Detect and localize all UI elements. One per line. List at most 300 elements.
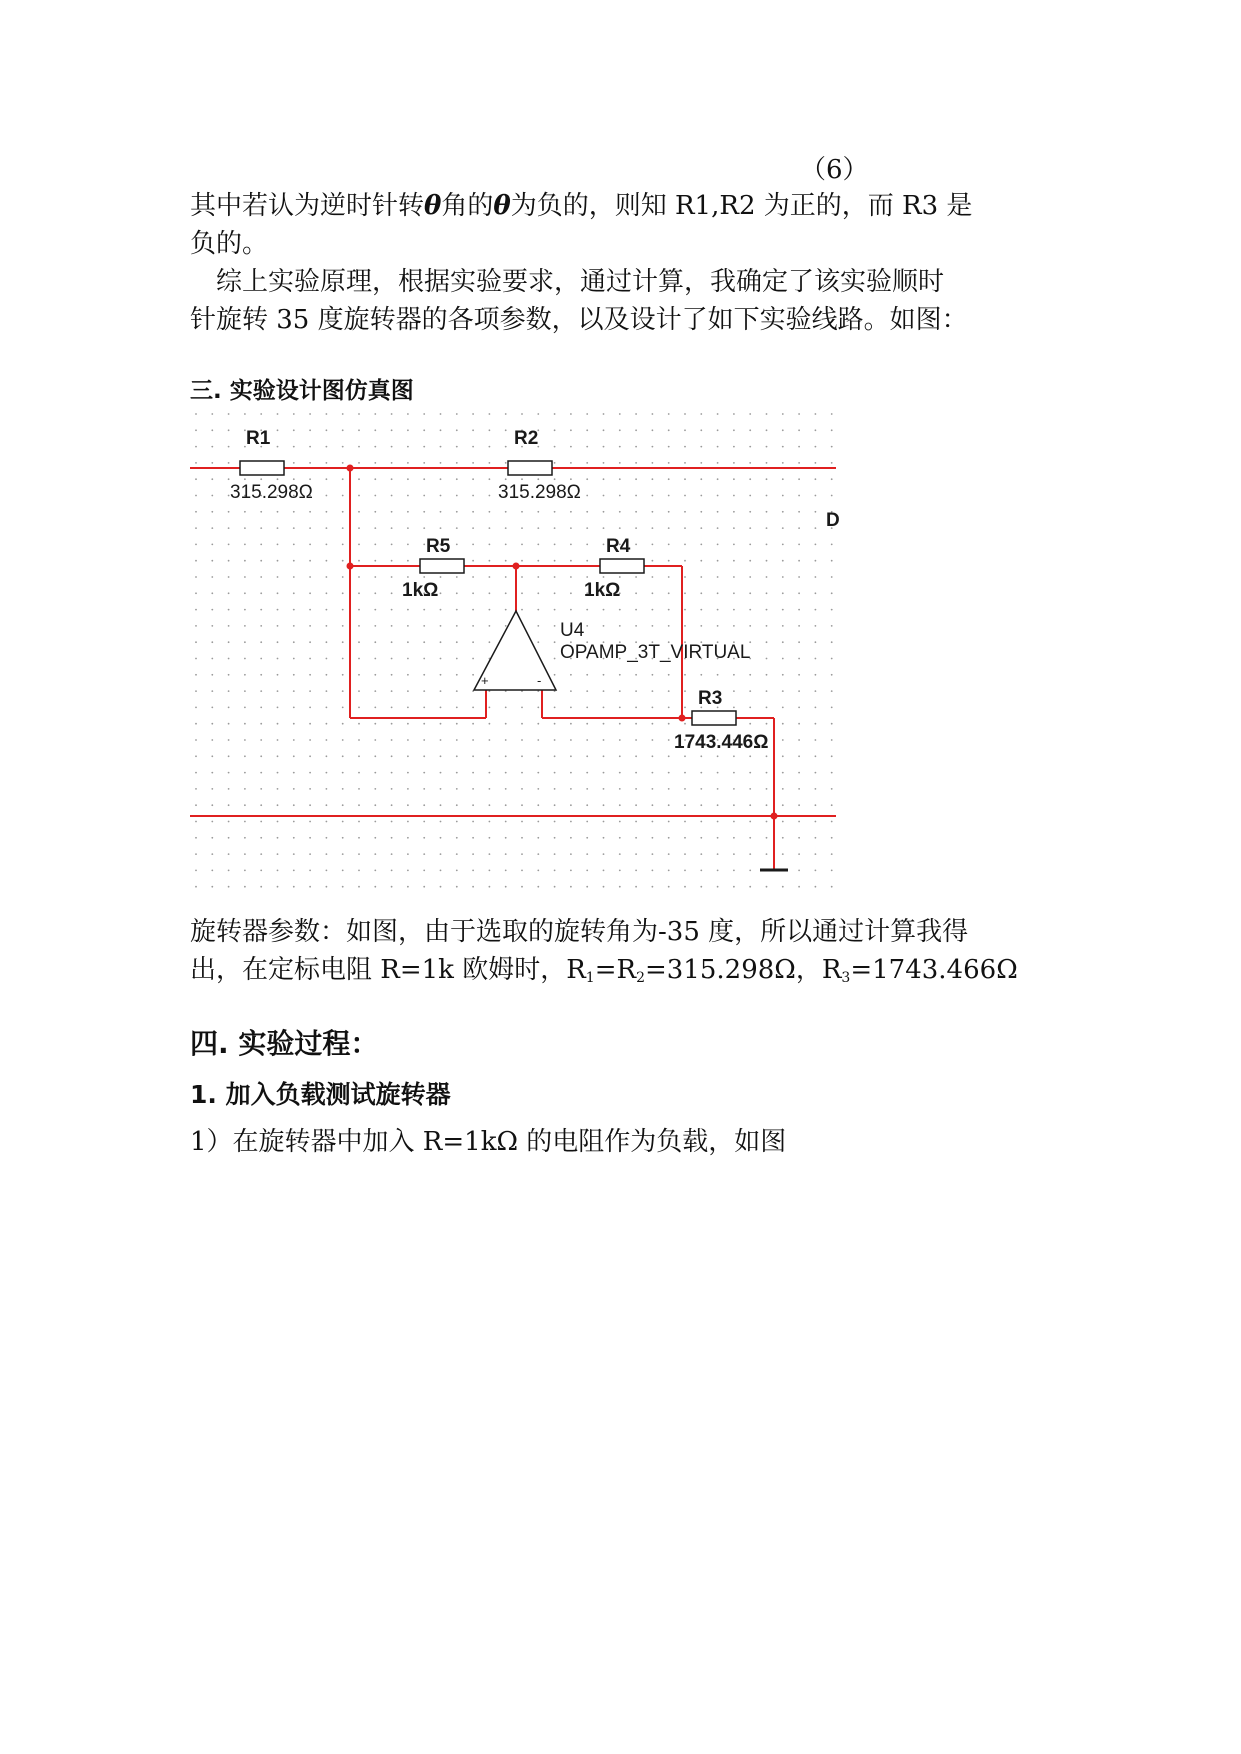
- grid-dot: [326, 886, 328, 888]
- grid-dot: [766, 560, 768, 562]
- grid-dot: [391, 576, 393, 578]
- grid-dot: [521, 707, 523, 709]
- grid-dot: [749, 772, 751, 774]
- grid-dot: [749, 495, 751, 497]
- grid-dot: [326, 755, 328, 757]
- junction-dot: [771, 813, 778, 820]
- grid-dot: [652, 755, 654, 757]
- grid-dot: [260, 625, 262, 627]
- grid-dot: [391, 821, 393, 823]
- grid-dot: [700, 625, 702, 627]
- grid-dot: [391, 723, 393, 725]
- grid-dot: [831, 690, 833, 692]
- grid-dot: [244, 674, 246, 676]
- paragraph-2-line-1: 综上实验原理，根据实验要求，通过计算，我确定了该实验顺时: [190, 267, 945, 297]
- grid-dot: [423, 837, 425, 839]
- grid-dot: [391, 641, 393, 643]
- grid-dot: [831, 478, 833, 480]
- grid-dot: [489, 495, 491, 497]
- grid-dot: [277, 625, 279, 627]
- grid-dot: [749, 788, 751, 790]
- grid-dot: [374, 870, 376, 872]
- grid-dot: [749, 478, 751, 480]
- grid-dot: [652, 674, 654, 676]
- grid-dot: [293, 821, 295, 823]
- grid-dot: [358, 690, 360, 692]
- grid-dot: [244, 837, 246, 839]
- grid-dot: [554, 788, 556, 790]
- grid-dot: [342, 429, 344, 431]
- grid-dot: [326, 478, 328, 480]
- grid-dot: [798, 739, 800, 741]
- params-line-2: [190, 952, 1018, 996]
- grid-dot: [798, 446, 800, 448]
- grid-dot: [815, 886, 817, 888]
- grid-dot: [815, 690, 817, 692]
- grid-dot: [195, 674, 197, 676]
- grid-dot: [505, 707, 507, 709]
- grid-dot: [505, 739, 507, 741]
- grid-dot: [244, 641, 246, 643]
- grid-dot: [570, 707, 572, 709]
- grid-dot: [603, 478, 605, 480]
- grid-dot: [456, 495, 458, 497]
- grid-dot: [537, 739, 539, 741]
- grid-dot: [652, 870, 654, 872]
- grid-dot: [358, 804, 360, 806]
- grid-dot: [423, 544, 425, 546]
- grid-dot: [668, 592, 670, 594]
- grid-dot: [537, 413, 539, 415]
- grid-dot: [391, 592, 393, 594]
- grid-dot: [211, 886, 213, 888]
- grid-dot: [489, 788, 491, 790]
- grid-dot: [635, 853, 637, 855]
- grid-dot: [652, 495, 654, 497]
- grid-dot: [668, 527, 670, 529]
- grid-dot: [489, 641, 491, 643]
- grid-dot: [782, 625, 784, 627]
- grid-dot: [391, 658, 393, 660]
- grid-dot: [489, 870, 491, 872]
- grid-dot: [700, 837, 702, 839]
- grid-dot: [782, 495, 784, 497]
- grid-dot: [342, 592, 344, 594]
- grid-dot: [260, 837, 262, 839]
- grid-dot: [456, 609, 458, 611]
- grid-dot: [260, 544, 262, 546]
- grid-dot: [195, 495, 197, 497]
- grid-dot: [815, 446, 817, 448]
- grid-dot: [472, 837, 474, 839]
- grid-dot: [456, 772, 458, 774]
- grid-dot: [733, 853, 735, 855]
- grid-dot: [505, 804, 507, 806]
- grid-dot: [733, 592, 735, 594]
- grid-dot: [391, 429, 393, 431]
- grid-dot: [277, 804, 279, 806]
- grid-dot: [733, 690, 735, 692]
- grid-dot: [815, 739, 817, 741]
- grid-dot: [309, 821, 311, 823]
- subscript: 1: [585, 970, 595, 986]
- grid-dot: [733, 870, 735, 872]
- grid-dot: [374, 788, 376, 790]
- grid-dot: [635, 739, 637, 741]
- grid-dot: [521, 788, 523, 790]
- grid-dot: [619, 478, 621, 480]
- grid-dot: [782, 511, 784, 513]
- grid-dot: [603, 413, 605, 415]
- grid-dot: [570, 609, 572, 611]
- grid-dot: [831, 739, 833, 741]
- grid-dot: [554, 804, 556, 806]
- grid-dot: [358, 560, 360, 562]
- grid-dot: [684, 609, 686, 611]
- grid-dot: [309, 592, 311, 594]
- grid-dot: [668, 511, 670, 513]
- grid-dot: [635, 886, 637, 888]
- grid-dot: [749, 804, 751, 806]
- grid-dot: [244, 821, 246, 823]
- grid-dot: [668, 870, 670, 872]
- grid-dot: [700, 788, 702, 790]
- grid-dot: [260, 853, 262, 855]
- grid-dot: [440, 527, 442, 529]
- grid-dot: [717, 674, 719, 676]
- grid-dot: [472, 625, 474, 627]
- grid-dot: [391, 707, 393, 709]
- grid-dot: [489, 527, 491, 529]
- grid-dot: [635, 511, 637, 513]
- grid-dot: [521, 560, 523, 562]
- grid-dot: [717, 870, 719, 872]
- grid-dot: [195, 853, 197, 855]
- grid-dot: [652, 739, 654, 741]
- grid-dot: [195, 544, 197, 546]
- grid-dot: [309, 755, 311, 757]
- grid-dot: [554, 739, 556, 741]
- grid-dot: [668, 544, 670, 546]
- grid-dot: [603, 755, 605, 757]
- grid-dot: [293, 544, 295, 546]
- grid-dot: [423, 707, 425, 709]
- grid-dot: [815, 641, 817, 643]
- grid-dot: [815, 576, 817, 578]
- grid-dot: [456, 413, 458, 415]
- grid-dot: [505, 527, 507, 529]
- grid-dot: [635, 707, 637, 709]
- grid-dot: [374, 478, 376, 480]
- grid-dot: [700, 772, 702, 774]
- grid-dot: [733, 446, 735, 448]
- grid-dot: [407, 641, 409, 643]
- grid-dot: [733, 462, 735, 464]
- grid-dot: [652, 413, 654, 415]
- grid-dot: [766, 723, 768, 725]
- grid-dot: [815, 478, 817, 480]
- grid-dot: [456, 446, 458, 448]
- grid-dot: [798, 592, 800, 594]
- grid-dot: [586, 723, 588, 725]
- grid-dot: [407, 413, 409, 415]
- grid-dot: [342, 870, 344, 872]
- grid-dot: [570, 821, 572, 823]
- grid-dot: [782, 446, 784, 448]
- grid-dot: [293, 511, 295, 513]
- grid-dot: [326, 853, 328, 855]
- grid-dot: [211, 413, 213, 415]
- grid-dot: [244, 853, 246, 855]
- grid-dot: [619, 723, 621, 725]
- grid-dot: [652, 560, 654, 562]
- grid-dot: [293, 674, 295, 676]
- grid-dot: [766, 544, 768, 546]
- grid-dot: [554, 527, 556, 529]
- grid-dot: [619, 495, 621, 497]
- grid-dot: [815, 429, 817, 431]
- resistor-r2: [498, 428, 581, 503]
- grid-dot: [831, 658, 833, 660]
- grid-dot: [619, 886, 621, 888]
- grid-dot: [700, 592, 702, 594]
- grid-dot: [782, 527, 784, 529]
- grid-dot: [603, 723, 605, 725]
- grid-dot: [815, 462, 817, 464]
- grid-dot: [619, 690, 621, 692]
- grid-dot: [717, 576, 719, 578]
- grid-dot: [456, 478, 458, 480]
- grid-dot: [554, 641, 556, 643]
- grid-dot: [766, 527, 768, 529]
- grid-dot: [260, 609, 262, 611]
- grid-dot: [391, 478, 393, 480]
- grid-dot: [472, 495, 474, 497]
- grid-dot: [521, 511, 523, 513]
- grid-dot: [652, 511, 654, 513]
- grid-dot: [391, 544, 393, 546]
- grid-dot: [717, 446, 719, 448]
- grid-dot: [733, 707, 735, 709]
- grid-dot: [717, 592, 719, 594]
- grid-dot: [440, 707, 442, 709]
- grid-dot: [749, 853, 751, 855]
- grid-dot: [260, 413, 262, 415]
- grid-dot: [358, 788, 360, 790]
- grid-dot: [603, 739, 605, 741]
- grid-dot: [554, 853, 556, 855]
- grid-dot: [423, 674, 425, 676]
- grid-dot: [749, 674, 751, 676]
- grid-dot: [684, 837, 686, 839]
- grid-dot: [374, 511, 376, 513]
- grid-dot: [782, 707, 784, 709]
- grid-dot: [505, 723, 507, 725]
- grid-dot: [342, 658, 344, 660]
- grid-dot: [472, 739, 474, 741]
- grid-dot: [228, 429, 230, 431]
- grid-dot: [766, 641, 768, 643]
- grid-dot: [260, 560, 262, 562]
- grid-dot: [472, 413, 474, 415]
- grid-dot: [570, 592, 572, 594]
- grid-dot: [391, 853, 393, 855]
- grid-dot: [489, 707, 491, 709]
- grid-dot: [423, 870, 425, 872]
- grid-dot: [358, 592, 360, 594]
- grid-dot: [374, 853, 376, 855]
- grid-dot: [489, 739, 491, 741]
- grid-dot: [766, 658, 768, 660]
- grid-dot: [440, 674, 442, 676]
- grid-dot: [277, 413, 279, 415]
- grid-dot: [766, 511, 768, 513]
- grid-dot: [472, 511, 474, 513]
- grid-dot: [326, 576, 328, 578]
- grid-dot: [766, 853, 768, 855]
- grid-dot: [195, 690, 197, 692]
- grid-dot: [749, 821, 751, 823]
- grid-dot: [586, 413, 588, 415]
- grid-dot: [684, 707, 686, 709]
- grid-dot: [717, 544, 719, 546]
- grid-dot: [603, 446, 605, 448]
- theta-symbol: θ: [493, 191, 511, 221]
- grid-dot: [407, 886, 409, 888]
- grid-dot: [309, 625, 311, 627]
- grid-dot: [570, 462, 572, 464]
- grid-dot: [798, 495, 800, 497]
- grid-dot: [831, 609, 833, 611]
- grid-dot: [733, 837, 735, 839]
- grid-dot: [782, 886, 784, 888]
- grid-dot: [766, 837, 768, 839]
- grid-dot: [309, 723, 311, 725]
- grid-dot: [831, 804, 833, 806]
- grid-dot: [358, 625, 360, 627]
- grid-dot: [717, 495, 719, 497]
- grid-dot: [228, 674, 230, 676]
- grid-dot: [815, 658, 817, 660]
- edge-glyph: D: [826, 510, 840, 531]
- grid-dot: [668, 804, 670, 806]
- grid-dot: [472, 592, 474, 594]
- grid-dot: [342, 527, 344, 529]
- grid-dot: [326, 560, 328, 562]
- grid-dot: [537, 772, 539, 774]
- grid-dot: [195, 609, 197, 611]
- grid-dot: [831, 772, 833, 774]
- grid-dot: [831, 544, 833, 546]
- grid-dot: [277, 837, 279, 839]
- grid-dot: [293, 837, 295, 839]
- grid-dot: [423, 641, 425, 643]
- section-4-heading: 四. 实验过程：: [190, 1027, 379, 1060]
- grid-dot: [782, 462, 784, 464]
- grid-dot: [554, 576, 556, 578]
- grid-dot: [211, 609, 213, 611]
- grid-dot: [684, 886, 686, 888]
- grid-dot: [537, 478, 539, 480]
- grid-dot: [440, 478, 442, 480]
- grid-dot: [260, 886, 262, 888]
- grid-dot: [309, 462, 311, 464]
- grid-dot: [277, 870, 279, 872]
- grid-dot: [831, 413, 833, 415]
- grid-dot: [228, 821, 230, 823]
- grid-dot: [684, 853, 686, 855]
- grid-dot: [521, 592, 523, 594]
- grid-dot: [815, 804, 817, 806]
- grid-dot: [277, 853, 279, 855]
- grid-dot: [505, 560, 507, 562]
- grid-dot: [211, 478, 213, 480]
- grid-dot: [684, 821, 686, 823]
- grid-dot: [195, 446, 197, 448]
- grid-dot: [798, 413, 800, 415]
- grid-dot: [358, 609, 360, 611]
- grid-dot: [652, 707, 654, 709]
- grid-dot: [244, 690, 246, 692]
- grid-dot: [554, 821, 556, 823]
- grid-dot: [293, 788, 295, 790]
- grid-dot: [521, 478, 523, 480]
- grid-dot: [717, 804, 719, 806]
- grid-dot: [505, 511, 507, 513]
- grid-dot: [603, 788, 605, 790]
- grid-dot: [684, 560, 686, 562]
- grid-dot: [244, 478, 246, 480]
- grid-dot: [831, 870, 833, 872]
- grid-dot: [391, 446, 393, 448]
- grid-dot: [554, 446, 556, 448]
- grid-dot: [668, 821, 670, 823]
- grid-dot: [358, 429, 360, 431]
- grid-dot: [211, 625, 213, 627]
- grid-dot: [635, 755, 637, 757]
- grid-dot: [733, 609, 735, 611]
- grid-dot: [603, 707, 605, 709]
- grid-dot: [211, 772, 213, 774]
- grid-dot: [570, 429, 572, 431]
- grid-dot: [440, 837, 442, 839]
- grid-dot: [815, 592, 817, 594]
- grid-dot: [668, 462, 670, 464]
- grid-dot: [798, 674, 800, 676]
- grid-dot: [293, 625, 295, 627]
- grid-dot: [831, 495, 833, 497]
- grid-dot: [652, 723, 654, 725]
- grid-dot: [635, 772, 637, 774]
- grid-dot: [211, 870, 213, 872]
- grid-dot: [407, 804, 409, 806]
- grid-dot: [700, 821, 702, 823]
- grid-dot: [537, 560, 539, 562]
- grid-dot: [472, 772, 474, 774]
- grid-dot: [831, 788, 833, 790]
- grid-dot: [586, 462, 588, 464]
- grid-dot: [293, 870, 295, 872]
- grid-dot: [260, 723, 262, 725]
- grid-dot: [472, 462, 474, 464]
- grid-dot: [652, 544, 654, 546]
- grid-dot: [309, 511, 311, 513]
- grid-dot: [293, 462, 295, 464]
- grid-dot: [766, 821, 768, 823]
- grid-dot: [342, 511, 344, 513]
- grid-dot: [195, 804, 197, 806]
- grid-dot: [309, 658, 311, 660]
